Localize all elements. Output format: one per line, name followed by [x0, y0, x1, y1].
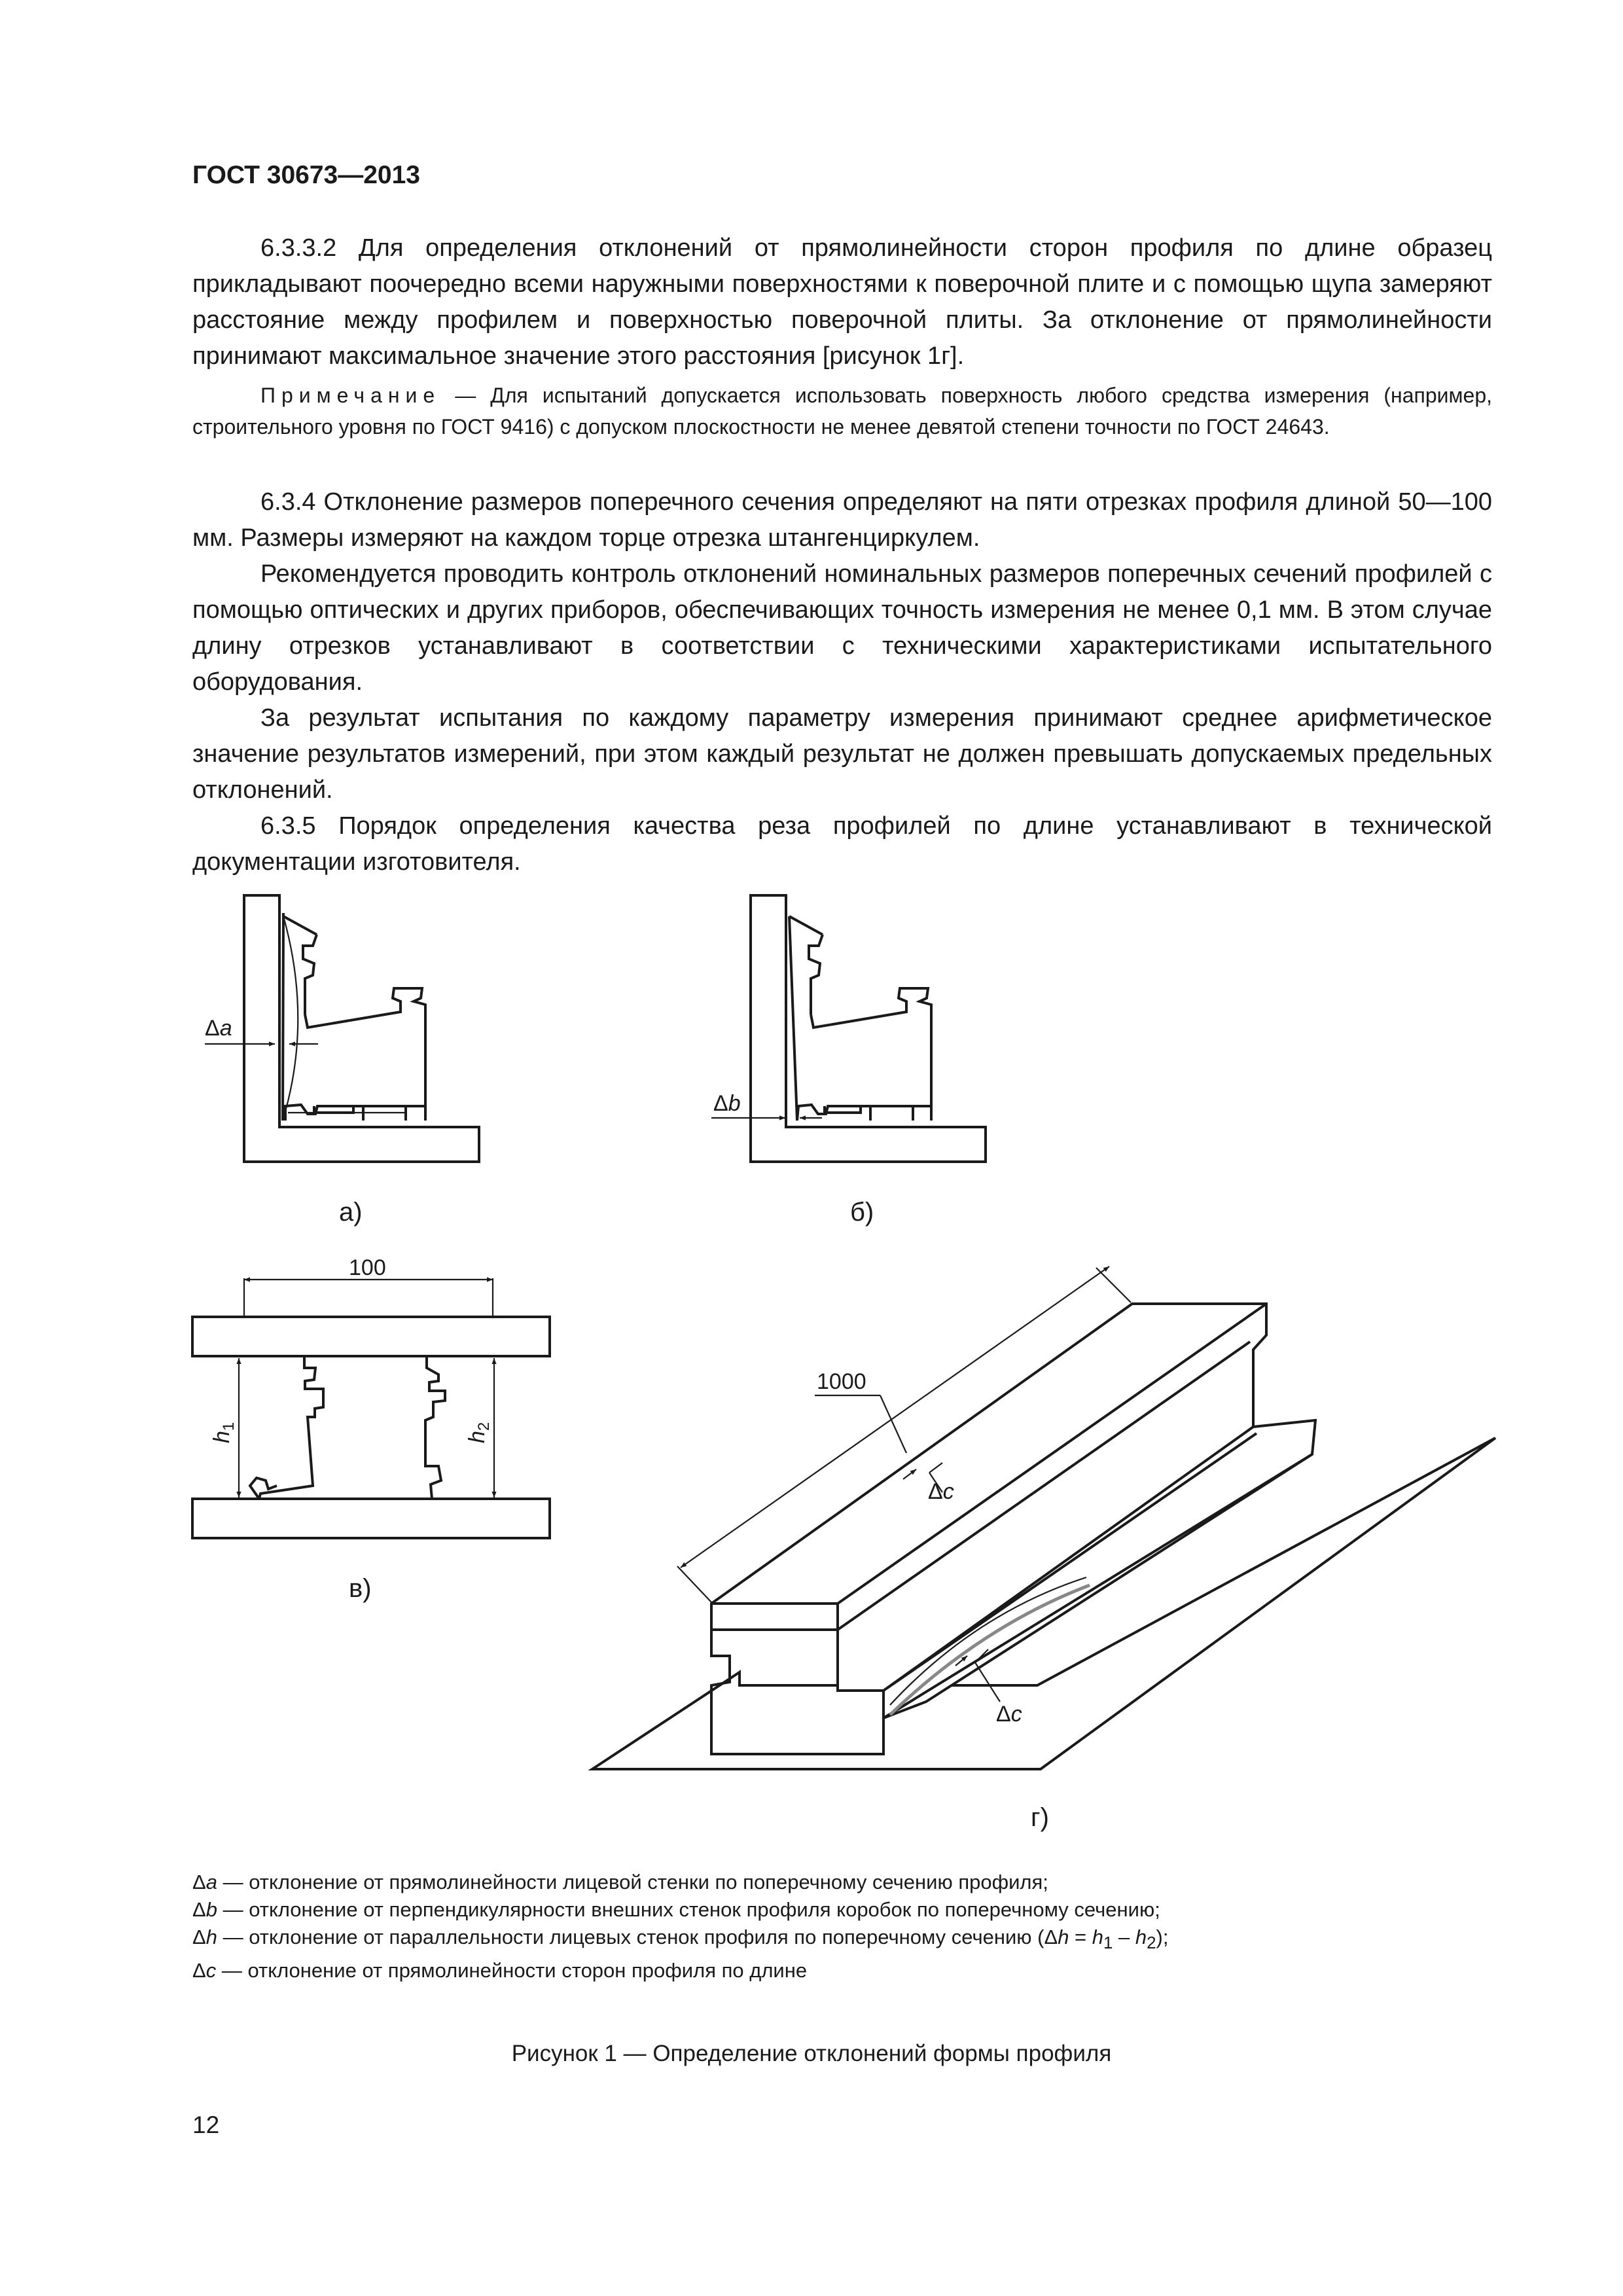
- figure-b-label: б): [850, 1198, 874, 1227]
- caliper-jaw-top: [192, 1317, 550, 1356]
- figure-g: [592, 1266, 1495, 1832]
- var-a: a: [219, 1016, 232, 1041]
- var-c: c: [942, 1479, 954, 1504]
- dim-1000-label: 1000: [817, 1369, 866, 1394]
- sub-2: 2: [475, 1422, 493, 1431]
- figure-v-label: в): [349, 1574, 372, 1603]
- legend-item-delta-b: Δb — отклонение от перпендикулярности внешних стенок профиля коробок по поперечному сечению;: [192, 1898, 1160, 1921]
- delta-symbol: Δ: [996, 1702, 1011, 1727]
- check-plate-l-b: [751, 895, 986, 1162]
- paragraph-6-3-3-2: 6.3.3.2 Для определения отклонений от прямолинейности сторон профиля по длине образец прикладывают поочередно всеми наружными поверхностями к поверочной плите и с помощью щупа замеряют расстояние между профилем и поверхностью поверочной плиты. За отклонение от прямолинейности принимают максимальное значение этого расстояния [рисунок 1г].: [192, 234, 1492, 370]
- figure-g-label: г): [1031, 1803, 1049, 1832]
- figure-a: [205, 895, 479, 1227]
- figure-a-label: а): [339, 1198, 363, 1227]
- figure-v: [192, 1255, 550, 1603]
- figure-caption: Рисунок 1 — Определение отклонений формы профиля: [511, 2041, 1112, 2066]
- var-h: h: [209, 1431, 234, 1443]
- note-label: Примечание: [260, 384, 441, 407]
- profile-section-v: [250, 1357, 323, 1499]
- dim-100-label: 100: [349, 1255, 386, 1280]
- paragraph-6-3-4-optical: Рекомендуется проводить контроль отклонений номинальных размеров поперечных сечений профилей с помощью оптических и других приборов, обеспечивающих точность измерения не менее 0,1 мм. В этом случае длину отрезков устанавливают в соответствии с техническими характеристиками испытательного оборудования.: [192, 560, 1492, 696]
- legend-item-delta-c: Δc — отклонение от прямолинейности сторон профиля по длине: [192, 1959, 808, 1982]
- legend-item-delta-h: Δh — отклонение от параллельности лицевых стенок профиля по поперечному сечению $(\Delta h = h_1 - h_2)$;: [192, 1926, 1169, 1953]
- legend: [192, 1869, 1168, 1984]
- page-number: 12: [192, 2111, 220, 2138]
- delta-c-label-top: [928, 1479, 954, 1504]
- var-c: c: [1010, 1702, 1022, 1727]
- delta-symbol: Δ: [928, 1479, 943, 1504]
- legend-item-delta-a: Δa — отклонение от прямолинейности лицевой стенки по поперечному сечению профиля;: [192, 1871, 1048, 1893]
- check-plate-l-a: [244, 895, 479, 1162]
- delta-symbol: Δ: [713, 1091, 728, 1116]
- dim-h1-label: [209, 1422, 238, 1443]
- var-h: h: [465, 1431, 490, 1443]
- note-text: — Для испытаний допускается использовать поверхность любого средства измерения (например, строительного уровня по ГОСТ 9416) с допуском плоскостности не менее девятой степени точности по ГОСТ 24643.: [192, 384, 1492, 439]
- delta-symbol: Δ: [205, 1016, 220, 1041]
- dim-h2-label: [465, 1422, 493, 1443]
- caliper-jaw-bottom: [192, 1499, 550, 1538]
- paragraph-6-3-4-result: За результат испытания по каждому параметру измерения принимают среднее арифметическое значение результатов измерений, при этом каждый результат не должен превышать допускаемых предельных отклонений.: [192, 704, 1492, 804]
- sub-1: 1: [220, 1422, 238, 1431]
- delta-c-label-bottom: [996, 1702, 1022, 1727]
- paragraph-6-3-4: 6.3.4 Отклонение размеров поперечного сечения определяют на пяти отрезках профиля длиной 50—100 мм. Размеры измеряют на каждом торце отрезка штангенциркулем.: [192, 488, 1492, 552]
- delta-b-label: [713, 1091, 741, 1116]
- figure-b: [711, 895, 986, 1227]
- delta-a-label: [205, 1016, 232, 1041]
- profile-3d-body: [711, 1304, 1315, 1718]
- paragraph-6-3-5: 6.3.5 Порядок определения качества реза профилей по длине устанавливают в технической документации изготовителя.: [192, 812, 1492, 876]
- document-code: ГОСТ 30673—2013: [192, 161, 420, 189]
- var-b: b: [728, 1091, 741, 1116]
